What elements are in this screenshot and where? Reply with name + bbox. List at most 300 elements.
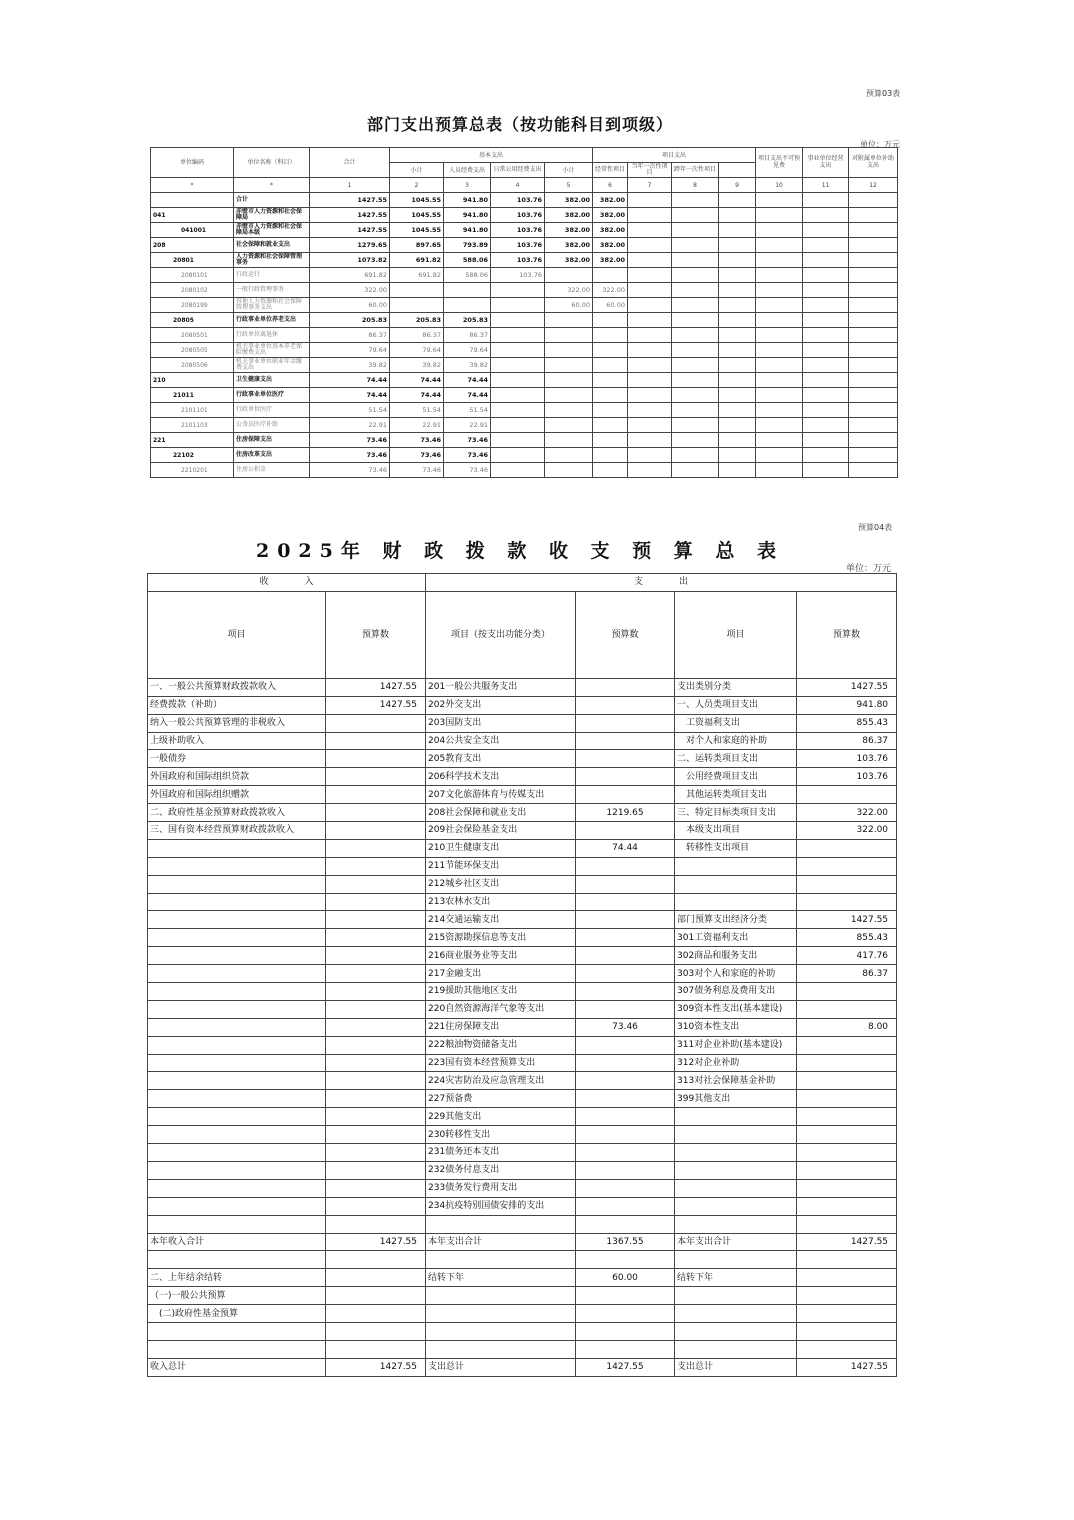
row-value-total: 86.37 — [310, 328, 390, 343]
row-value-pub — [491, 388, 545, 403]
income-item — [148, 1144, 326, 1162]
row-value-psub — [545, 358, 593, 373]
empty-cell — [849, 253, 898, 268]
row-value-psub — [545, 268, 593, 283]
empty-cell — [849, 358, 898, 373]
hdr-total: 合计 — [310, 148, 390, 178]
func-item: 207文化旅游体育与传媒支出 — [426, 786, 576, 804]
func-item: 212城乡社区支出 — [426, 875, 576, 893]
func-budget — [576, 929, 675, 947]
index-cell: * — [151, 178, 234, 193]
func-budget — [576, 875, 675, 893]
table2-title: 2025年 财 政 拨 款 收 支 预 算 总 表 — [255, 540, 785, 562]
func-budget — [576, 911, 675, 929]
row-value-psub — [545, 463, 593, 478]
empty-cell — [628, 388, 672, 403]
func-budget — [576, 983, 675, 1001]
class-item: 其他运转类项目支出 — [675, 786, 797, 804]
income-budget: 1427.55 — [326, 1233, 426, 1251]
row-code: 20801 — [151, 253, 234, 268]
income-item — [148, 1000, 326, 1018]
class-item: 对个人和家庭的补助 — [675, 732, 797, 750]
empty-cell — [803, 313, 849, 328]
func-budget — [576, 678, 675, 696]
func-item: 208社会保障和就业支出 — [426, 804, 576, 822]
table-row — [151, 208, 898, 223]
index-cell: 12 — [849, 178, 898, 193]
class-item — [675, 875, 797, 893]
func-budget — [576, 1305, 675, 1323]
table-row — [151, 403, 898, 418]
class-budget: 103.76 — [797, 750, 897, 768]
income-item — [148, 1215, 326, 1233]
income-budget — [326, 857, 426, 875]
row-value-psub: 382.00 — [545, 223, 593, 238]
row-name: 行政单位离退休 — [234, 328, 310, 343]
func-budget — [576, 1054, 675, 1072]
func-budget: 1219.65 — [576, 804, 675, 822]
table-row — [148, 1305, 897, 1323]
income-item: 外国政府和国际组织贷款 — [148, 768, 326, 786]
class-budget — [797, 857, 897, 875]
class-budget — [797, 1090, 897, 1108]
empty-cell — [719, 328, 756, 343]
class-budget — [797, 875, 897, 893]
class-budget — [797, 1126, 897, 1144]
income-header: 收 入 — [148, 574, 426, 592]
empty-cell — [628, 343, 672, 358]
empty-cell — [719, 253, 756, 268]
empty-cell — [719, 448, 756, 463]
income-item: 外国政府和国际组织赠款 — [148, 786, 326, 804]
empty-cell — [719, 223, 756, 238]
income-item — [148, 857, 326, 875]
func-budget — [576, 947, 675, 965]
class-budget: 1427.55 — [797, 1358, 897, 1376]
table-row — [151, 298, 898, 313]
table-row — [148, 893, 897, 911]
income-budget — [326, 875, 426, 893]
table-row — [151, 283, 898, 298]
func-item: 214交通运输支出 — [426, 911, 576, 929]
table-row — [151, 343, 898, 358]
func-item: 223国有资本经营预算支出 — [426, 1054, 576, 1072]
hdr-unit-name: 单位名称（科目） — [234, 148, 310, 178]
row-value-pers — [444, 283, 491, 298]
income-budget — [326, 768, 426, 786]
empty-cell — [628, 283, 672, 298]
empty-cell — [803, 433, 849, 448]
empty-cell — [672, 433, 719, 448]
table-row — [148, 1358, 897, 1376]
func-item: 234抗疫特别国债安排的支出 — [426, 1197, 576, 1215]
row-value-psub: 382.00 — [545, 238, 593, 253]
index-cell: 10 — [756, 178, 803, 193]
empty-cell — [719, 208, 756, 223]
empty-cell — [672, 208, 719, 223]
row-value-pers: 793.89 — [444, 238, 491, 253]
row-value-total: 1279.65 — [310, 238, 390, 253]
index-cell: 11 — [803, 178, 849, 193]
class-budget — [797, 1251, 897, 1269]
class-item: 302商品和服务支出 — [675, 947, 797, 965]
class-item: 转移性支出项目 — [675, 839, 797, 857]
table-row — [148, 1144, 897, 1162]
row-code: 2210201 — [151, 463, 234, 478]
row-value-pers: 588.06 — [444, 268, 491, 283]
empty-cell — [756, 343, 803, 358]
func-item: 222粮油物资储备支出 — [426, 1036, 576, 1054]
row-value-pub — [491, 448, 545, 463]
income-item — [148, 1197, 326, 1215]
empty-cell — [849, 193, 898, 208]
table2-code-label: 预算04表 — [858, 523, 893, 532]
empty-cell — [719, 298, 756, 313]
row-name: 行政事业单位养老支出 — [234, 313, 310, 328]
func-budget — [576, 750, 675, 768]
hdr-personnel: 人员经费支出 — [444, 163, 491, 178]
empty-cell — [672, 223, 719, 238]
income-budget — [326, 911, 426, 929]
row-value-pers: 941.80 — [444, 193, 491, 208]
class-item — [675, 1215, 797, 1233]
class-item: 支出总计 — [675, 1358, 797, 1376]
row-name: 行政事业单位医疗 — [234, 388, 310, 403]
empty-cell — [628, 328, 672, 343]
income-item — [148, 965, 326, 983]
col-item: 项目 — [148, 591, 326, 678]
table-row — [148, 822, 897, 840]
row-value-spec — [593, 388, 628, 403]
income-budget — [326, 1018, 426, 1036]
income-item — [148, 1054, 326, 1072]
class-item: 310资本性支出 — [675, 1018, 797, 1036]
empty-cell — [849, 343, 898, 358]
table-row — [148, 1233, 897, 1251]
income-budget — [326, 947, 426, 965]
income-item — [148, 911, 326, 929]
table-row — [148, 983, 897, 1001]
col-budget: 预算数 — [326, 591, 426, 678]
income-budget — [326, 1000, 426, 1018]
row-value-sub: 73.46 — [390, 448, 444, 463]
row-name: 其他人力资源和社会保障管理事务支出 — [234, 298, 310, 313]
table2-unit: 单位：万元 — [846, 564, 892, 574]
func-item — [426, 1215, 576, 1233]
row-value-psub — [545, 343, 593, 358]
income-budget — [326, 1090, 426, 1108]
empty-cell — [803, 238, 849, 253]
row-value-spec: 382.00 — [593, 208, 628, 223]
empty-cell — [803, 268, 849, 283]
empty-cell — [628, 433, 672, 448]
class-item: 本级支出项目 — [675, 822, 797, 840]
row-name: 行政单位医疗 — [234, 403, 310, 418]
table-row — [151, 418, 898, 433]
func-item: 213农林水支出 — [426, 893, 576, 911]
empty-cell — [756, 253, 803, 268]
empty-cell — [672, 313, 719, 328]
row-value-spec: 382.00 — [593, 253, 628, 268]
row-value-spec: 322.00 — [593, 283, 628, 298]
row-value-sub: 73.46 — [390, 463, 444, 478]
row-value-pub — [491, 418, 545, 433]
row-value-pers: 73.46 — [444, 433, 491, 448]
row-value-pers: 74.44 — [444, 388, 491, 403]
func-item: 230转移性支出 — [426, 1126, 576, 1144]
row-value-pub — [491, 403, 545, 418]
empty-cell — [803, 193, 849, 208]
empty-cell — [756, 283, 803, 298]
index-cell: 3 — [444, 178, 491, 193]
row-value-spec — [593, 463, 628, 478]
row-code: 041 — [151, 208, 234, 223]
class-budget — [797, 1179, 897, 1197]
table-row — [151, 358, 898, 373]
func-budget — [576, 1179, 675, 1197]
class-budget: 322.00 — [797, 822, 897, 840]
income-item — [148, 1072, 326, 1090]
empty-cell — [756, 298, 803, 313]
income-item — [148, 1126, 326, 1144]
row-value-sub: 86.37 — [390, 328, 444, 343]
table-row — [148, 1251, 897, 1269]
row-value-spec — [593, 418, 628, 433]
income-budget — [326, 804, 426, 822]
func-budget — [576, 857, 675, 875]
empty-cell — [803, 223, 849, 238]
row-value-total: 60.00 — [310, 298, 390, 313]
empty-cell — [756, 448, 803, 463]
table-row — [151, 193, 898, 208]
row-value-total: 51.54 — [310, 403, 390, 418]
empty-cell — [756, 268, 803, 283]
empty-cell — [756, 193, 803, 208]
class-budget — [797, 1161, 897, 1179]
row-name: 人力资源和社会保障管理事务 — [234, 253, 310, 268]
row-code: 2080505 — [151, 343, 234, 358]
row-name: 合计 — [234, 193, 310, 208]
empty-cell — [803, 283, 849, 298]
class-budget — [797, 1036, 897, 1054]
row-value-spec: 382.00 — [593, 193, 628, 208]
class-item: 部门预算支出经济分类 — [675, 911, 797, 929]
row-value-sub: 1045.55 — [390, 208, 444, 223]
hdr-project: 项目支出 — [593, 148, 756, 163]
row-value-total: 39.82 — [310, 358, 390, 373]
row-value-sub — [390, 283, 444, 298]
row-value-sub: 39.82 — [390, 358, 444, 373]
table-row — [151, 238, 898, 253]
table-row — [148, 678, 897, 696]
row-name: 卫生健康支出 — [234, 373, 310, 388]
row-value-sub — [390, 298, 444, 313]
empty-cell — [849, 463, 898, 478]
income-budget — [326, 1126, 426, 1144]
col-budget2: 预算数 — [576, 591, 675, 678]
row-code: 2080102 — [151, 283, 234, 298]
class-budget — [797, 1322, 897, 1340]
table-row — [148, 1179, 897, 1197]
income-item — [148, 1340, 326, 1358]
func-budget — [576, 1161, 675, 1179]
row-value-spec — [593, 403, 628, 418]
row-value-psub — [545, 403, 593, 418]
func-item: 210卫生健康支出 — [426, 839, 576, 857]
table-row — [148, 1340, 897, 1358]
empty-cell — [719, 388, 756, 403]
hdr-one-time-current: 当年一次性项目 — [628, 163, 672, 178]
empty-cell — [803, 418, 849, 433]
table-row — [148, 714, 897, 732]
func-budget — [576, 1036, 675, 1054]
empty-cell — [672, 358, 719, 373]
income-item — [148, 893, 326, 911]
empty-cell — [672, 463, 719, 478]
hdr-project-subtotal: 小计 — [545, 163, 593, 178]
table-row — [151, 433, 898, 448]
row-code: 22102 — [151, 448, 234, 463]
func-budget — [576, 696, 675, 714]
table-row — [151, 328, 898, 343]
income-budget — [326, 750, 426, 768]
empty-cell — [756, 358, 803, 373]
index-row — [151, 178, 898, 193]
row-value-psub: 382.00 — [545, 193, 593, 208]
row-value-total: 74.44 — [310, 388, 390, 403]
table-row — [148, 1197, 897, 1215]
class-budget — [797, 1269, 897, 1287]
func-budget — [576, 786, 675, 804]
row-value-pers: 51.54 — [444, 403, 491, 418]
func-item — [426, 1251, 576, 1269]
income-item: 一般债券 — [148, 750, 326, 768]
func-item: 201一般公共服务支出 — [426, 678, 576, 696]
table-row — [148, 1215, 897, 1233]
row-value-psub: 322.00 — [545, 283, 593, 298]
row-name: 住房改革支出 — [234, 448, 310, 463]
func-item: 224灾害防治及应急管理支出 — [426, 1072, 576, 1090]
empty-cell — [803, 403, 849, 418]
class-budget: 8.00 — [797, 1018, 897, 1036]
row-value-pub: 103.76 — [491, 208, 545, 223]
class-budget — [797, 893, 897, 911]
empty-cell — [672, 418, 719, 433]
table-row — [148, 786, 897, 804]
row-value-spec — [593, 448, 628, 463]
empty-cell — [719, 463, 756, 478]
income-budget: 1427.55 — [326, 696, 426, 714]
income-item — [148, 929, 326, 947]
row-value-total: 79.64 — [310, 343, 390, 358]
row-value-psub: 382.00 — [545, 253, 593, 268]
class-item: 三、特定目标类项目支出 — [675, 804, 797, 822]
row-value-pub: 103.76 — [491, 223, 545, 238]
empty-cell — [803, 328, 849, 343]
index-cell: 8 — [672, 178, 719, 193]
empty-cell — [756, 388, 803, 403]
func-budget: 1367.55 — [576, 1233, 675, 1251]
row-name: 住房保障支出 — [234, 433, 310, 448]
class-item: 公用经费项目支出 — [675, 768, 797, 786]
func-budget — [576, 1126, 675, 1144]
empty-cell — [849, 268, 898, 283]
empty-cell — [672, 328, 719, 343]
class-budget — [797, 1340, 897, 1358]
index-cell: * — [234, 178, 310, 193]
row-value-pers: 941.80 — [444, 208, 491, 223]
empty-cell — [803, 358, 849, 373]
row-name: 行政运行 — [234, 268, 310, 283]
income-budget — [326, 839, 426, 857]
func-budget — [576, 1144, 675, 1162]
empty-cell — [849, 433, 898, 448]
func-item: 结转下年 — [426, 1269, 576, 1287]
table-row — [151, 463, 898, 478]
empty-cell — [628, 208, 672, 223]
empty-cell — [756, 403, 803, 418]
index-cell: 6 — [593, 178, 628, 193]
empty-cell — [719, 403, 756, 418]
table-row — [148, 1000, 897, 1018]
table-row — [148, 1018, 897, 1036]
hdr-basic-subtotal: 小计 — [390, 163, 444, 178]
func-budget — [576, 1108, 675, 1126]
index-cell: 1 — [310, 178, 390, 193]
class-item: 309资本性支出(基本建设) — [675, 1000, 797, 1018]
empty-cell — [719, 418, 756, 433]
empty-cell — [628, 193, 672, 208]
row-value-sub: 74.44 — [390, 373, 444, 388]
row-code: 208 — [151, 238, 234, 253]
hdr-subsidy: 对附属单位补助支出 — [849, 148, 898, 178]
income-item: 纳入一般公共预算管理的非税收入 — [148, 714, 326, 732]
table1-title: 部门支出预算总表（按功能科目到项级） — [366, 115, 673, 134]
income-budget — [326, 1054, 426, 1072]
row-value-total: 73.46 — [310, 463, 390, 478]
class-item — [675, 1144, 797, 1162]
class-item: 工资福利支出 — [675, 714, 797, 732]
empty-cell — [849, 223, 898, 238]
func-item: 217金融支出 — [426, 965, 576, 983]
row-value-total: 1427.55 — [310, 193, 390, 208]
row-value-sub: 205.83 — [390, 313, 444, 328]
class-budget: 855.43 — [797, 714, 897, 732]
class-item — [675, 1340, 797, 1358]
class-budget — [797, 786, 897, 804]
func-item: 202外交支出 — [426, 696, 576, 714]
func-budget — [576, 1197, 675, 1215]
row-name: 赤壁市人力资源和社会保障局本级 — [234, 223, 310, 238]
row-value-psub — [545, 448, 593, 463]
table-row — [148, 1036, 897, 1054]
row-value-psub — [545, 388, 593, 403]
table-row — [148, 804, 897, 822]
income-budget — [326, 1322, 426, 1340]
func-item: 229其他支出 — [426, 1108, 576, 1126]
func-item: 205教育支出 — [426, 750, 576, 768]
class-item — [675, 1251, 797, 1269]
table-row — [148, 768, 897, 786]
row-value-pub: 103.76 — [491, 238, 545, 253]
func-budget: 60.00 — [576, 1269, 675, 1287]
class-budget: 941.80 — [797, 696, 897, 714]
class-budget: 417.76 — [797, 947, 897, 965]
income-item — [148, 839, 326, 857]
row-value-sub: 79.64 — [390, 343, 444, 358]
func-budget: 74.44 — [576, 839, 675, 857]
row-value-sub: 691.82 — [390, 268, 444, 283]
